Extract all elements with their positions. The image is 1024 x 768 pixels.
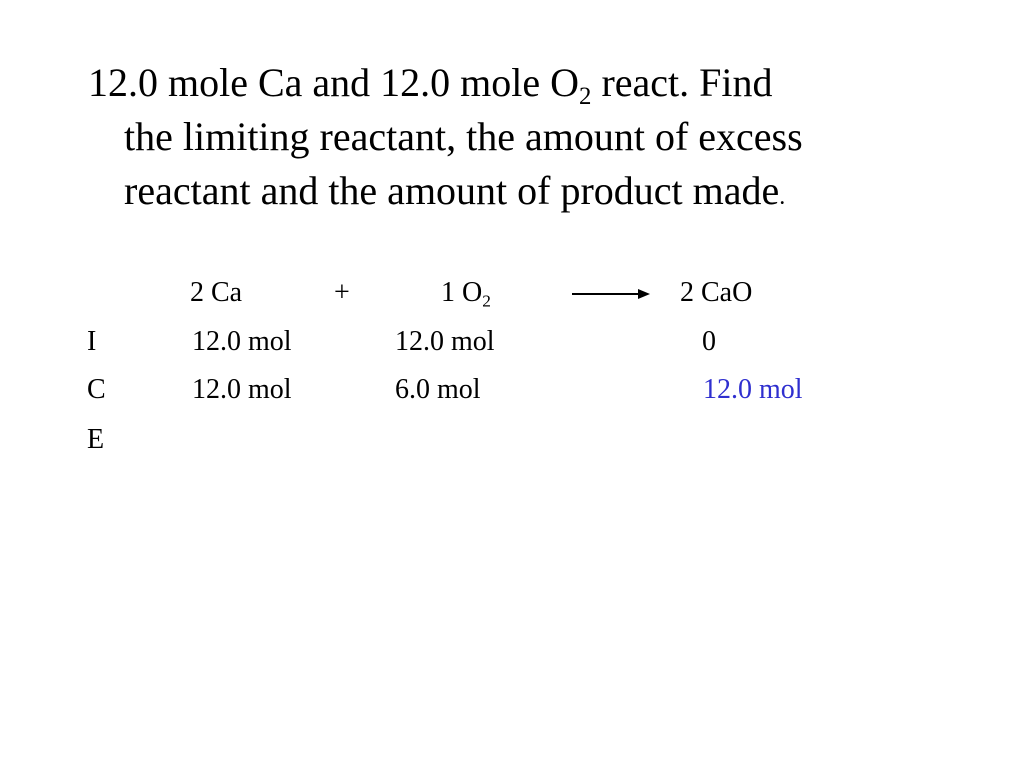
equation-reactant-o2 — [441, 277, 491, 309]
ice-change-cao: 12.0 mol — [703, 374, 803, 405]
question-line-2: the limiting reactant, the amount of excess — [124, 114, 803, 159]
question-line-1-tail: react. Find — [591, 60, 773, 105]
ice-initial-cao: 0 — [702, 326, 716, 357]
ice-row-label-change: C — [87, 374, 106, 405]
question-text — [88, 56, 918, 224]
reaction-arrow-icon — [572, 289, 650, 299]
ice-change-ca: 12.0 mol — [192, 374, 292, 405]
question-line-3-text: reactant and the amount of product made — [124, 168, 780, 213]
ice-row-label-equilibrium: E — [87, 424, 105, 455]
question-period: . — [779, 184, 786, 210]
equation-plus: + — [334, 277, 350, 308]
equation-reactant-ca: 2 Ca — [190, 277, 243, 308]
question-line-1-text: 12.0 mole Ca and 12.0 mole O — [88, 60, 580, 105]
equation-o2-subscript: 2 — [482, 291, 491, 311]
oxygen-subscript: 2 — [579, 82, 592, 110]
question-line-3 — [88, 164, 918, 224]
question-line-1 — [88, 56, 918, 110]
ice-initial-o2: 12.0 mol — [395, 326, 495, 357]
ice-change-o2: 6.0 mol — [395, 374, 481, 405]
equation-o2-base: 1 O — [441, 277, 483, 308]
equation-product-cao: 2 CaO — [680, 277, 753, 308]
ice-initial-ca: 12.0 mol — [192, 326, 292, 357]
ice-row-label-initial: I — [87, 326, 97, 357]
